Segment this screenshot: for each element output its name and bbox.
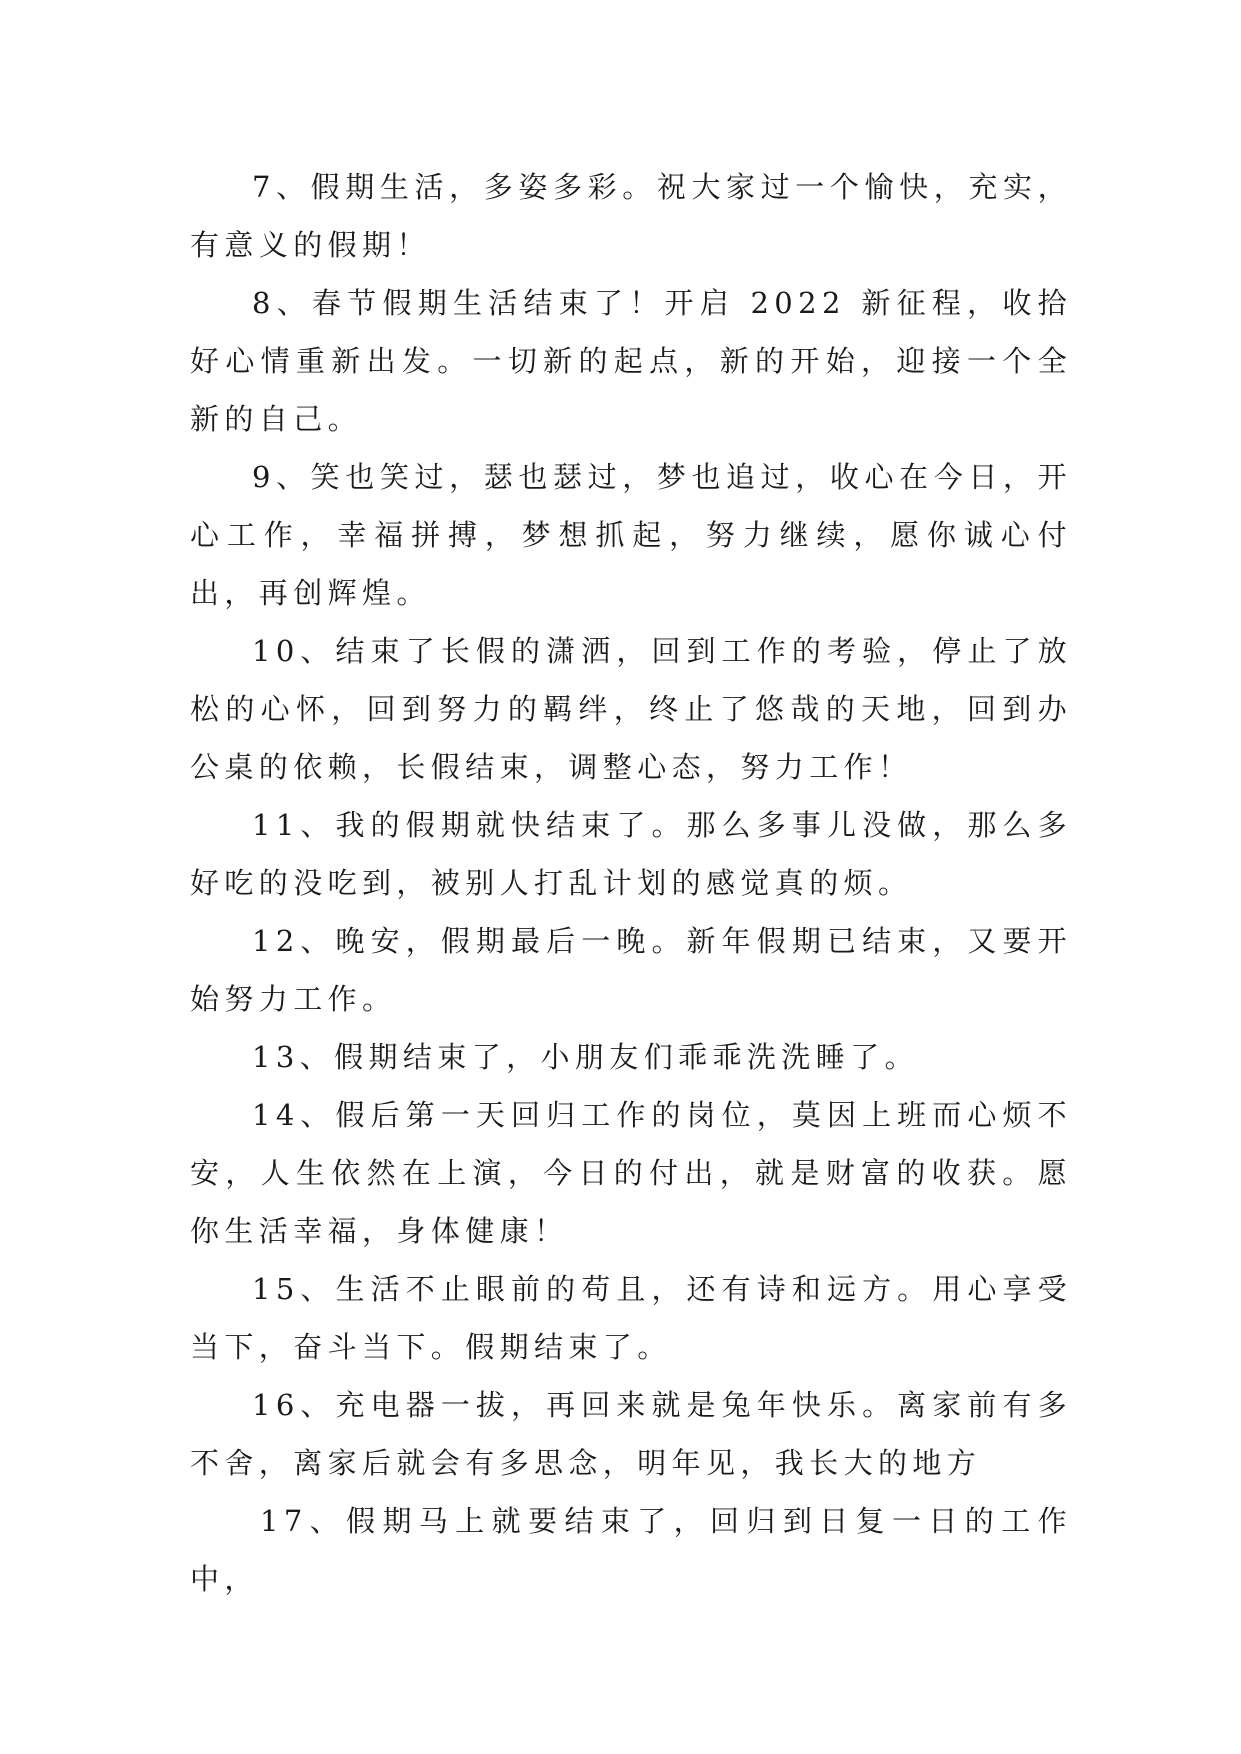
paragraph-13: 13、假期结束了，小朋友们乖乖洗洗睡了。 bbox=[252, 1040, 919, 1074]
paragraph-17: 17、假期马上就要结束了，回归到日复一日的工作中， bbox=[190, 1504, 1072, 1596]
paragraph-8: 8、春节假期生活结束了！开启 2022 新征程，收拾好心情重新出发。一切新的起点，新的开始，迎接一个全新的自己。 bbox=[190, 286, 1072, 436]
document-body bbox=[190, 158, 1072, 1608]
paragraph-10: 10、结束了长假的潇洒，回到工作的考验，停止了放松的心怀，回到努力的羁绊，终止了悠哉的天地，回到办公桌的依赖，长假结束，调整心态，努力工作！ bbox=[190, 634, 1072, 784]
paragraph-14: 14、假后第一天回归工作的岗位，莫因上班而心烦不安，人生依然在上演，今日的付出，就是财富的收获。愿你生活幸福，身体健康！ bbox=[190, 1098, 1072, 1248]
paragraph-12: 12、晚安，假期最后一晚。新年假期已结束，又要开始努力工作。 bbox=[190, 924, 1072, 1016]
paragraph-9: 9、笑也笑过，瑟也瑟过，梦也追过，收心在今日，开心工作，幸福拼搏，梦想抓起，努力继续，愿你诚心付出，再创辉煌。 bbox=[190, 460, 1072, 610]
paragraph-7: 7、假期生活，多姿多彩。祝大家过一个愉快，充实，有意义的假期！ bbox=[190, 170, 1072, 262]
paragraph-11: 11、我的假期就快结束了。那么多事儿没做，那么多好吃的没吃到，被别人打乱计划的感觉真的烦。 bbox=[190, 808, 1072, 900]
paragraph-16: 16、充电器一拔，再回来就是兔年快乐。离家前有多不舍，离家后就会有多思念，明年见，我长大的地方 bbox=[190, 1388, 1072, 1480]
paragraph-15: 15、生活不止眼前的苟且，还有诗和远方。用心享受当下，奋斗当下。假期结束了。 bbox=[190, 1272, 1072, 1364]
